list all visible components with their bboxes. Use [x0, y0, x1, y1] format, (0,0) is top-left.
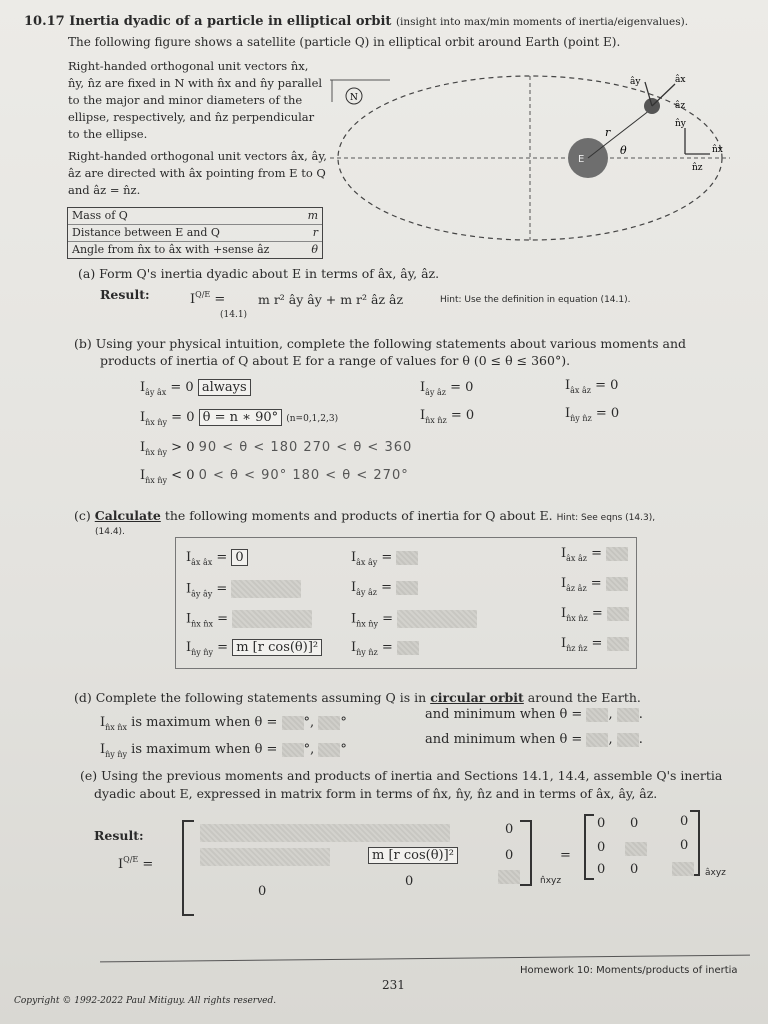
c-azaz: $I_{âz âz}$ =: [561, 576, 628, 593]
axyz-label: âxyz: [705, 868, 726, 878]
b-row1: $I_{ây âx} = 0$ always: [140, 380, 251, 397]
e-blank-r3: [498, 866, 520, 885]
footer-rule: [100, 955, 750, 963]
table-row: Distance between E and Q r: [68, 225, 322, 242]
position-vector: [588, 110, 650, 158]
n-frame-label: N: [350, 93, 358, 103]
c-nznz: $I_{n̂z n̂z}$ =: [561, 636, 629, 653]
e-cell-zero-bottom: 0: [258, 884, 267, 899]
n-matrix-left-bracket: [182, 820, 194, 916]
a-vectors-description: Right-handed orthogonal unit vectors âx, ây, âz are directed with âx pointing from E to Q and âz = n̂z.: [68, 149, 327, 197]
nz-label: n̂z: [692, 163, 703, 173]
e-blank-row1: [200, 822, 450, 842]
d-row2: $I_{n̂y n̂y}$ is maximum when θ = °, °: [100, 742, 347, 759]
ax-arrow: [652, 84, 675, 106]
d-row2-min: and minimum when θ = , .: [425, 732, 643, 747]
part-e-dyadic-symbol: $I^{Q/E}$ =: [118, 855, 154, 872]
a-cell-00: 0: [597, 816, 606, 831]
a-cell-20: 0: [597, 862, 606, 877]
part-c-hint-2: (14.4).: [95, 527, 125, 537]
c-axax: $I_{âx âx} = 0$: [186, 550, 248, 567]
e-cell-zero-r1: 0: [505, 822, 514, 837]
part-e-question-2: dyadic about E, expressed in matrix form in terms of n̂x, n̂y, n̂z and in terms of âx, ây, âz.: [94, 786, 658, 801]
c-nynz: $I_{n̂y n̂z}$ =: [351, 640, 419, 657]
eq-ref: (14.1): [220, 310, 248, 320]
a-cell-01: 0: [630, 816, 639, 831]
table-row: Mass of Q m: [68, 208, 322, 225]
a-cell-11-blank: [625, 838, 647, 857]
title-parenthetical: (insight into max/min moments of inertia/eigenvalues).: [395, 16, 689, 28]
ay-label: ây: [630, 77, 641, 87]
d-row1: $I_{n̂x n̂x}$ is maximum when θ = °, °: [100, 715, 347, 732]
a-cell-02: 0: [680, 814, 689, 829]
part-c-question: (c) Calculate the following moments and products of inertia for Q about E. Hint: See eqns (14.3),: [74, 508, 656, 523]
handwritten-answer-negative: 0 < θ < 90° 180 < θ < 270°: [198, 468, 409, 483]
n-matrix-right-bracket: [520, 820, 532, 886]
b-row1b: $I_{ây âz} = 0$: [420, 380, 474, 397]
a-cell-22-blank: [672, 858, 694, 877]
az-label: âz: [675, 101, 686, 111]
part-b-question-1: (b) Using your physical intuition, complete the following statements about various moments and: [74, 336, 687, 351]
a-cell-10: 0: [597, 840, 606, 855]
page-number: 231: [382, 978, 405, 992]
c-axay: $I_{âx ây}$ =: [351, 550, 418, 567]
c-ayaz: $I_{ây âz}$ =: [351, 580, 418, 597]
inertia-dyadic-symbol: $I^{Q/E}$ =: [190, 290, 226, 307]
n-vectors-description: Right-handed orthogonal unit vectors n̂x, n̂y, n̂z are fixed in N with n̂x and n̂y parallel to the major and minor diameters of the ellipse, respectively, and n̂z perpendicular to the ellipse.: [68, 59, 323, 141]
footer-right-text: Homework 10: Moments/products of inertia: [520, 965, 738, 976]
theta-answer-box: θ = n ∗ 90°: [199, 409, 283, 426]
c-nxnx: $I_{n̂x n̂x}$ =: [186, 610, 312, 629]
c-nxny: $I_{n̂x n̂y}$ =: [351, 610, 477, 629]
b-row3: $I_{n̂x n̂y} > 0$ 90 < θ < 180 270 < θ < 360: [140, 440, 413, 457]
b-row2: $I_{n̂x n̂y} = 0$ θ = n ∗ 90° (n=0,1,2,3): [140, 410, 339, 427]
b-row4: $I_{n̂x n̂y} < 0$ 0 < θ < 90° 180 < θ < 270°: [140, 468, 409, 485]
b-row2b: $I_{n̂x n̂z} = 0$: [420, 408, 475, 425]
e-cell-22: m [r cos(θ)]²: [368, 848, 458, 863]
always-answer-box: always: [198, 379, 251, 396]
part-a-result-label: Result:: [100, 287, 150, 302]
part-b-question-2: products of inertia of Q about E for a range of values for θ (0 ≤ θ ≤ 360°).: [100, 353, 571, 368]
equals-sign: =: [560, 848, 571, 863]
b-row2c: $I_{n̂y n̂z} = 0$: [565, 406, 620, 423]
e-cell-zero-mid: 0: [405, 874, 414, 889]
r-label: r: [605, 126, 611, 139]
part-a-question: (a) Form Q's inertia dyadic about E in terms of âx, ây, âz.: [78, 266, 440, 281]
part-e-result-label: Result:: [94, 828, 144, 843]
d-row1-min: and minimum when θ = , .: [425, 707, 643, 722]
a-cell-21: 0: [630, 862, 639, 877]
handwritten-answer-positive: 90 < θ < 180 270 < θ < 360: [198, 440, 413, 455]
nx-label: n̂x: [712, 145, 723, 155]
a-matrix-left-bracket: [584, 814, 594, 880]
quantities-table: [67, 207, 323, 259]
copyright-text: Copyright © 1992-2022 Paul Mitiguy. All rights reserved.: [14, 996, 277, 1006]
a-cell-12: 0: [680, 838, 689, 853]
nxyz-label: n̂xyz: [540, 876, 562, 886]
c-axaz: $I_{âx âz}$ =: [561, 546, 628, 563]
part-a-result: m r² ây ây + m r² âz âz: [258, 292, 404, 307]
problem-title: 10.17 Inertia dyadic of a particle in elliptical orbit (insight into max/min moments of inertia/eigenvalues).: [24, 14, 689, 29]
c-nxnz: $I_{n̂x n̂z}$ =: [561, 606, 629, 623]
table-row: Angle from n̂x to âx with +sense âz θ: [72, 243, 318, 256]
intro-text: The following figure shows a satellite (particle Q) in elliptical orbit around Earth (point E).: [68, 35, 621, 49]
part-a-hint: Hint: Use the definition in equation (14.1).: [440, 295, 631, 305]
b-row1c: $I_{âx âz} = 0$: [565, 378, 619, 395]
earth-label: E: [578, 154, 585, 165]
part-d-question: (d) Complete the following statements assuming Q is in circular orbit around the Earth.: [74, 690, 641, 705]
ny-label: n̂y: [675, 119, 686, 129]
e-blank-row2: [200, 846, 330, 866]
theta-label: θ: [620, 144, 627, 157]
part-c-answer-region: [175, 537, 637, 669]
c-nyny: $I_{n̂y n̂y} = m$ [r cos(θ)]²: [186, 640, 322, 657]
c-ayay: $I_{ây ây}$ =: [186, 580, 301, 599]
orbit-figure: [330, 62, 740, 252]
ax-label: âx: [675, 75, 686, 85]
part-e-question-1: (e) Using the previous moments and products of inertia and Sections 14.1, 14.4, assemble Q's inertia: [80, 768, 723, 783]
e-cell-zero-r2: 0: [505, 848, 514, 863]
